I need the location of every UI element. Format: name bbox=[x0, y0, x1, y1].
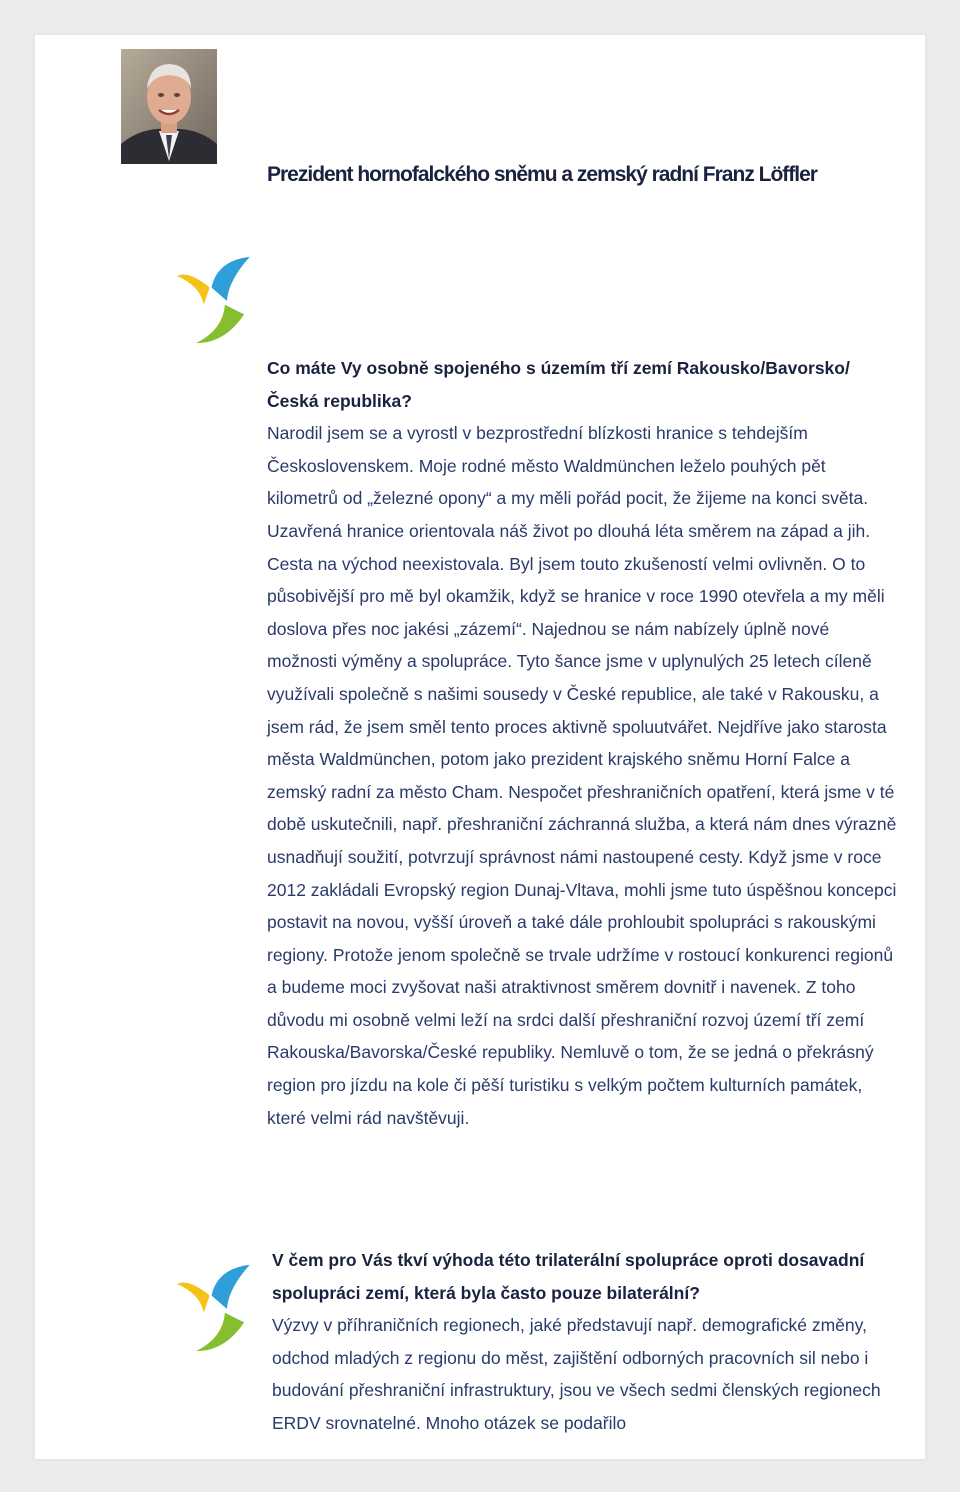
question-text: V čem pro Vás tkví výhoda této trilaterální spolupráce oproti dosavadní spolupráci zemí, která byla často pouze bilaterální? bbox=[272, 1250, 865, 1303]
portrait-photo bbox=[121, 49, 217, 164]
answer-text: Výzvy v příhraničních regionech, jaké představují např. demografické změny, odchod mladých z regionu do měst, zajištění odborných pracovních sil nebo i budování přeshraniční infrastruktury, jsou ve všech sedmi členských regionech ERDV srovnatelné. Mnoho otázek se podařilo bbox=[272, 1315, 881, 1433]
interview-section-1 bbox=[267, 352, 897, 1134]
edrv-logo-icon bbox=[175, 1259, 271, 1355]
question-text: Co máte Vy osobně spojeného s územím tří zemí Rakousko/Bavorsko/Česká republika? bbox=[267, 358, 850, 411]
edrv-logo-icon bbox=[175, 251, 271, 347]
interview-section-2 bbox=[272, 1244, 902, 1440]
answer-text: Narodil jsem se a vyrostl v bezprostřední blízkosti hranice s tehdejším Československem. Moje rodné město Waldmünchen leželo pouhých pět kilometrů od „železné opony“ a my měli pořád pocit, že žijeme na konci světa. Uzavřená hranice orientovala náš život po dlouhá léta směrem na západ a jih. Cesta na východ neexistovala. Byl jsem touto zkušeností velmi ovlivněn. O to působivější pro mě byl okamžik, když se hranice v roce 1990 otevřela a my měli doslova přes noc jakési „zázemí“. Najednou se nám nabízely úplně nové možnosti výměny a spolupráce. Tyto šance jsme v uplynulých 25 letech cíleně využívali společně s našimi sousedy v České republice, ale také v Rakousku, a jsem rád, že jsem směl tento proces aktivně spoluutvářet. Nejdříve jako starosta města Waldmünchen, potom jako prezident krajského sněmu Horní Falce a zemský radní za město Cham. Nespočet přeshraničních opatření, která jsme v té době uskutečnili, např. přeshraniční záchranná služba, a která nám dnes výrazně usnadňují soužití, potvrzují správnost námi nastoupené cesty. Když jsme v roce 2012 zakládali Evropský region Dunaj-Vltava, mohli jsme tuto úspěšnou koncepci postavit na novou, vyšší úroveň a také dále prohloubit spolupráci s rakouskými regiony. Protože jenom společně se trvale udržíme v rostoucí konkurenci regionů a budeme moci zvyšovat naši atraktivnost směrem dovnitř i navenek. Z toho důvodu mi osobně velmi leží na srdci další přeshraniční rozvoj území tří zemí Rakouska/Bavorska/České republiky. Nemluvě o tom, že se jedná o překrásný region pro jízdu na kole či pěší turistiku s velkým počtem kulturních památek, které velmi rád navštěvuji. bbox=[267, 423, 897, 1128]
page-title: Prezident hornofalckého sněmu a zemský radní Franz Löffler bbox=[267, 163, 817, 186]
document-page bbox=[35, 35, 925, 1459]
